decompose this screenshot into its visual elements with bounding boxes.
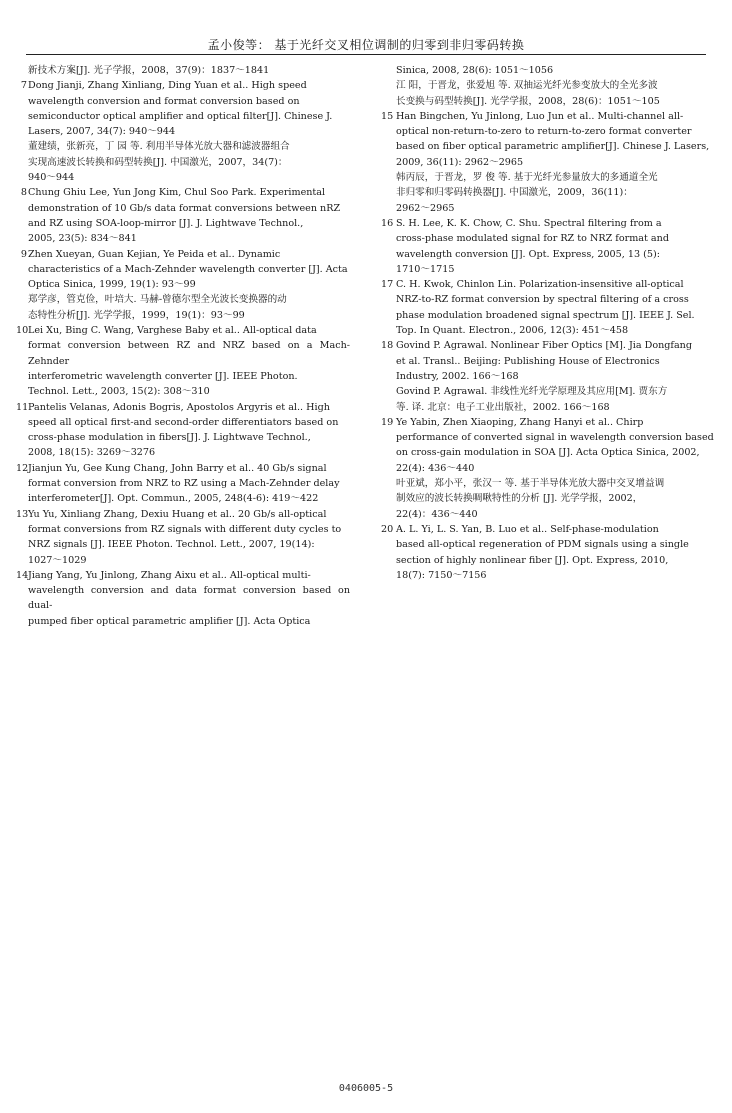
reference-text-line: 韩丙辰，于晋龙，罗 俊 等. 基于光纤光参量放大的多通道全光 [396, 172, 658, 184]
reference-text-line: Technol. Lett., 2003, 15(2): 308～310 [28, 386, 210, 398]
reference-text-line: 制效应的波长转换啁啾特性的分析 [J]. 光学学报，2002， [396, 493, 643, 505]
reference-text-line: 江 阳，于晋龙，张爱旭 等. 双抽运光纤光参变放大的全光多波 [396, 80, 658, 92]
reference-entry [381, 109, 718, 216]
reference-text-line: 1710～1715 [396, 263, 455, 275]
reference-number: 14 [16, 569, 29, 581]
reference-text-line: 2962～2965 [396, 202, 455, 214]
reference-number: 18 [381, 340, 394, 352]
reference-text-line: wavelength conversion [J]. Opt. Express, 2005, 13 (5): [396, 248, 660, 260]
reference-text-line: 等. 译. 北京：电子工业出版社，2002. 166～168 [396, 401, 610, 413]
reference-text-line: C. H. Kwok, Chinlon Lin. Polarization-insensitive all-optical [396, 279, 684, 291]
reference-text-line: Zhen Xueyan, Guan Kejian, Ye Peida et al.. Dynamic [28, 248, 281, 260]
reference-text-line: 实现高速波长转换和码型转换[J]. 中国激光，2007，34(7)： [28, 156, 288, 168]
reference-text-line: optical non-return-to-zero to return-to-zero format converter [396, 126, 692, 138]
reference-text-line: 董建绩，张新亮，丁 园 等. 利用半导体光放大器和滤波器组合 [28, 141, 290, 153]
reference-text-line: format conversion from NRZ to RZ using a Mach-Zehnder delay [28, 478, 340, 490]
reference-text-line: semiconductor optical amplifier and optical filter[J]. Chinese J. [28, 110, 333, 122]
reference-entry [20, 185, 350, 246]
reference-number: 10 [16, 325, 29, 337]
reference-text-line: Govind P. Agrawal. Nonlinear Fiber Optics [M]. Jia Dongfang [396, 340, 693, 352]
reference-number: 11 [16, 401, 29, 413]
reference-entry [20, 78, 350, 185]
reference-text-line: wavelength conversion and data format conversion based on dual- [28, 585, 350, 612]
reference-text-line: 非归零和归零码转换器[J]. 中国激光，2009，36(11)： [396, 187, 633, 199]
page-number: 0406005-5 [338, 1083, 394, 1094]
reference-text-line: based all-optical regeneration of PDM signals using a single [396, 539, 689, 551]
reference-text-line: Chung Ghiu Lee, Yun Jong Kim, Chul Soo Park. Experimental [28, 187, 326, 199]
reference-number: 9 [20, 248, 27, 260]
reference-text-line: 18(7): 7150～7156 [396, 569, 487, 581]
reference-text-line: Optica Sinica, 1999, 19(1): 93～99 [28, 279, 196, 291]
reference-text-line: NRZ signals [J]. IEEE Photon. Technol. Lett., 2007, 19(14): [28, 539, 315, 551]
reference-text-line: on cross-gain modulation in SOA [J]. Acta Optica Sinica, 2002, [396, 447, 700, 459]
reference-entry [396, 63, 718, 109]
header-rule [26, 54, 706, 55]
reference-text-line: performance of converted signal in wavelength conversion based [396, 432, 714, 444]
reference-text-line: 22(4)：436～440 [396, 508, 478, 520]
reference-text-line: 22(4): 436～440 [396, 462, 475, 474]
reference-entry [381, 277, 718, 338]
reference-text-line: Yu Yu, Xinliang Zhang, Dexiu Huang et al.. 20 Gb/s all-optical [28, 508, 327, 520]
reference-number: 17 [381, 279, 394, 291]
reference-number: 16 [381, 217, 394, 229]
reference-text-line: A. L. Yi, L. S. Yan, B. Luo et al.. Self-phase-modulation [396, 523, 659, 535]
reference-number: 8 [20, 187, 27, 199]
reference-text-line: based on fiber optical parametric amplifier[J]. Chinese J. Lasers, [396, 141, 710, 153]
reference-text-line: Sinica, 2008, 28(6): 1051～1056 [396, 65, 554, 76]
running-header: 孟小俊等： 基于光纤交叉相位调制的归零到非归零码转换 [207, 38, 525, 52]
reference-number: 12 [16, 462, 29, 474]
reference-entry [20, 247, 350, 323]
reference-text-line: phase modulation broadened signal spectrum [J]. IEEE J. Sel. [396, 309, 695, 321]
reference-text-line: Jianjun Yu, Gee Kung Chang, John Barry et al.. 40 Gb/s signal [28, 462, 327, 474]
references-left-column [16, 63, 350, 629]
reference-text-line: and RZ using SOA-loop-mirror [J]. J. Lightwave Technol., [28, 217, 304, 229]
reference-number: 19 [381, 416, 394, 428]
reference-entry [16, 323, 350, 399]
reference-text-line: Lei Xu, Bing C. Wang, Varghese Baby et al.. All-optical data [28, 325, 317, 337]
reference-text-line: Ye Yabin, Zhen Xiaoping, Zhang Hanyi et al.. Chirp [396, 416, 644, 428]
reference-entry [16, 507, 350, 568]
reference-text-line: NRZ-to-RZ format conversion by spectral filtering of a cross [396, 294, 689, 306]
reference-text-line: cross-phase modulated signal for RZ to NRZ format and [396, 233, 669, 245]
reference-number: 15 [381, 110, 394, 122]
reference-entry [381, 216, 718, 277]
reference-text-line: interferometric wavelength converter [J]. IEEE Photon. [28, 370, 298, 382]
reference-text-line: 叶亚斌，郑小平，张汉一 等. 基于半导体光放大器中交叉增益调 [396, 478, 665, 490]
reference-text-line: cross-phase modulation in fibers[J]. J. Lightwave Technol., [28, 432, 311, 444]
reference-text-line: 长变换与码型转换[J]. 光学学报，2008，28(6)：1051～105 [396, 95, 660, 107]
reference-number: 20 [381, 523, 394, 535]
reference-text-line: demonstration of 10 Gb/s data format conversions between nRZ [28, 202, 341, 214]
reference-text-line: section of highly nonlinear fiber [J]. Opt. Express, 2010, [396, 554, 669, 566]
reference-text-line: pumped fiber optical parametric amplifier [J]. Acta Optica [28, 615, 311, 627]
reference-entry [28, 63, 350, 78]
reference-entry [16, 400, 350, 461]
reference-text-line: 940～944 [28, 172, 75, 184]
reference-text-line: et al. Transl.. Beijing: Publishing House of Electronics [396, 355, 660, 367]
reference-text-line: Pantelis Velanas, Adonis Bogris, Apostolos Argyris et al.. High [28, 401, 330, 413]
reference-entry [16, 461, 350, 507]
reference-entry [381, 338, 718, 414]
reference-text-line: 2005, 23(5): 834～841 [28, 233, 137, 245]
reference-text-line: 1027～1029 [28, 554, 87, 566]
reference-text-line: speed all optical first-and second-order differentiators based on [28, 416, 339, 428]
reference-text-line: S. H. Lee, K. K. Chow, C. Shu. Spectral filtering from a [396, 217, 662, 229]
reference-number: 7 [20, 80, 27, 92]
reference-entry [381, 522, 718, 583]
reference-number: 13 [16, 508, 29, 520]
reference-text-line: Han Bingchen, Yu Jinlong, Luo Jun et al.. Multi-channel all- [396, 110, 684, 122]
reference-text-line: wavelength conversion and format conversion based on [28, 95, 300, 107]
reference-entry [16, 568, 350, 629]
reference-text-line: Lasers, 2007, 34(7): 940～944 [28, 126, 176, 138]
references-right-column [381, 63, 718, 583]
reference-entry [381, 415, 718, 522]
reference-text-line: Govind P. Agrawal. 非线性光纤光学原理及其应用[M]. 贾东方 [396, 386, 668, 398]
reference-text-line: 2008, 18(15): 3269～3276 [28, 447, 156, 459]
reference-text-line: 郑学彦，管克俭，叶培大. 马赫-曾德尔型全光波长变换器的动 [28, 294, 287, 306]
reference-text-line: 新技术方案[J]. 光子学报，2008，37(9)：1837～1841 [28, 65, 270, 76]
reference-text-line: Industry, 2002. 166～168 [396, 370, 519, 382]
reference-text-line: characteristics of a Mach-Zehnder wavelength converter [J]. Acta [28, 263, 348, 275]
reference-text-line: interferometer[J]. Opt. Commun., 2005, 248(4-6): 419～422 [28, 493, 319, 505]
reference-text-line: format conversion between RZ and NRZ based on a Mach-Zehnder [28, 340, 350, 367]
reference-text-line: Dong Jianji, Zhang Xinliang, Ding Yuan et al.. High speed [28, 80, 307, 92]
reference-text-line: Jiang Yang, Yu Jinlong, Zhang Aixu et al.. All-optical multi- [28, 569, 311, 581]
reference-text-line: format conversions from RZ signals with different duty cycles to [28, 523, 342, 535]
reference-text-line: 2009, 36(11): 2962～2965 [396, 156, 524, 168]
reference-text-line: 态特性分析[J]. 光学学报，1999，19(1)：93～99 [28, 309, 245, 321]
reference-text-line: Top. In Quant. Electron., 2006, 12(3): 451～458 [396, 325, 629, 337]
